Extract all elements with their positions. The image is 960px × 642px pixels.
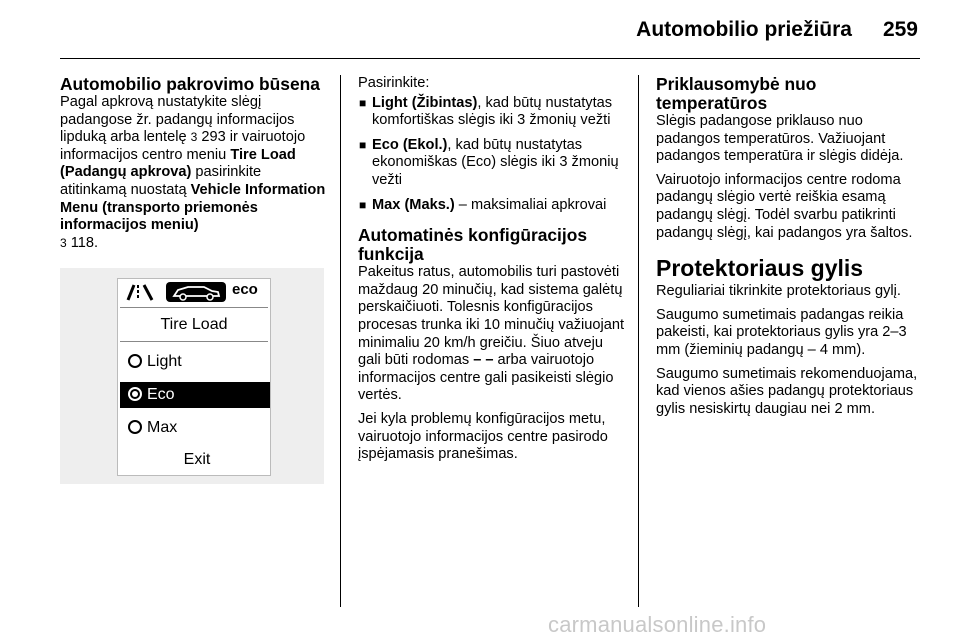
config-problem-paragraph: Jei kyla problemų konfigūracijos metu, vairuotojo informacijos centre pasirodo įspėjamasis pranešimas. bbox=[358, 410, 608, 463]
text-span: arba vairuotojo informacijos centre gali pasikeisti slėgio vertės. bbox=[358, 352, 614, 404]
slash-icon bbox=[128, 285, 134, 300]
list-item bbox=[358, 197, 628, 215]
dash-indicator: – – bbox=[473, 352, 494, 369]
tread-paragraph-1: Reguliariai tikrinkite protektoriaus gylį. bbox=[656, 283, 901, 300]
menu-title: Tire Load bbox=[160, 316, 228, 333]
tread-paragraph-2: Saugumo sumetimais padangas reikia pakeisti, kai protektoriaus gylis yra 2–3 mm (žieminių padangų – 4 mm). bbox=[656, 306, 907, 358]
column-divider-2 bbox=[638, 75, 639, 607]
tire-load-display-figure bbox=[60, 268, 324, 484]
header-divider bbox=[60, 58, 920, 59]
vehicle-load-paragraph bbox=[60, 94, 330, 252]
text-span: Pagal apkrovą nustatykite slėgį padangose žr. padangų informacijos lipduką arba lentelę bbox=[60, 94, 295, 146]
page-ref-arrow-icon: 3 bbox=[190, 130, 198, 145]
backslash-icon bbox=[144, 285, 152, 300]
menu-item-exit[interactable]: Exit bbox=[183, 451, 211, 468]
column-3 bbox=[656, 75, 926, 418]
radio-icon bbox=[128, 354, 142, 368]
warning-icons bbox=[122, 279, 166, 305]
screen-top-bar bbox=[118, 279, 270, 305]
temperature-paragraph-2: Vairuotojo informacijos centre rodoma padangų slėgio vertė reiškia esamą padangų slėgį. Todėl svarbu patikrinti padangų slėgį, kai padangos yra šaltos. bbox=[656, 171, 913, 241]
menu-term-tire-load: Tire Load (Padangų apkrova) bbox=[60, 146, 296, 181]
option-label: Eco (Ekol.) bbox=[372, 136, 448, 153]
screen-divider bbox=[120, 341, 268, 342]
option-label: Max (Maks.) bbox=[372, 196, 455, 213]
tread-paragraph-3: Saugumo sumetimais rekomenduojama, kad vienos ašies padangų protektoriaus gylis nesiskirtų daugiau nei 2 mm. bbox=[656, 365, 918, 417]
screen-divider bbox=[120, 307, 268, 308]
list-item bbox=[358, 95, 628, 130]
column-1 bbox=[60, 75, 330, 252]
watermark: carmanualsonline.info bbox=[548, 612, 767, 637]
menu-item-max[interactable] bbox=[120, 415, 270, 441]
driver-info-screen bbox=[117, 278, 271, 476]
options-intro: Pasirinkite: bbox=[358, 75, 430, 91]
car-icon bbox=[166, 282, 226, 302]
auto-config-paragraph bbox=[358, 264, 628, 405]
list-item bbox=[358, 137, 628, 190]
menu-item-eco[interactable] bbox=[120, 382, 270, 408]
car-icon-box bbox=[166, 282, 226, 302]
menu-item-label: Light bbox=[147, 353, 182, 370]
text-span: 118. bbox=[66, 234, 99, 251]
menu-item-label: Max bbox=[147, 419, 178, 436]
menu-item-label: Eco bbox=[147, 386, 175, 403]
menu-item-light[interactable] bbox=[120, 349, 270, 375]
bullet-icon: ■ bbox=[359, 197, 367, 212]
page-number: 259 bbox=[882, 18, 918, 41]
radio-icon bbox=[128, 420, 142, 434]
text-span: 293 ir vairuotojo informacijos centro meniu bbox=[60, 129, 306, 163]
section-heading-auto-config: Automatinės konfigūracijos funkcija bbox=[358, 225, 588, 265]
temperature-paragraph-1: Slėgis padangose priklauso nuo padangos temperatūros. Važiuojant padangos temperatūra ir slėgis didėja. bbox=[656, 113, 904, 165]
option-text: , kad būtų nustatytas ekonomiškas (Eco) slėgis iki 3 žmonių vežti bbox=[372, 136, 619, 188]
bullet-icon: ■ bbox=[359, 137, 367, 152]
text-span: pasirinkite atitinkamą nuostatą bbox=[60, 164, 262, 198]
column-2 bbox=[358, 75, 628, 464]
section-heading-tread-depth: Protektoriaus gylis bbox=[656, 255, 864, 282]
page-header-title: Automobilio priežiūra bbox=[636, 18, 852, 41]
option-text: – maksimaliai apkrovai bbox=[454, 196, 607, 213]
page-ref-arrow-icon: 3 bbox=[60, 235, 67, 250]
column-divider-1 bbox=[340, 75, 341, 607]
eco-indicator: eco bbox=[232, 281, 258, 298]
options-list bbox=[358, 95, 628, 215]
option-text: , kad būtų nustatytas komfortiškas slėgis iki 3 žmonių vežti bbox=[372, 94, 613, 129]
text-span: Pakeitus ratus, automobilis turi pastovėti maždaug 20 minučių, kad sistema galėtų perskaičiuoti. Tolesnis konfigūracijos procesas trunka iki 10 minučių važiuojant minimaliu 20 km/h greičiu. Šiuo atveju gali būti rodomas bbox=[358, 264, 625, 369]
radio-selected-icon bbox=[128, 387, 142, 401]
bullet-icon: ■ bbox=[359, 95, 367, 110]
option-label: Light (Žibintas) bbox=[372, 94, 478, 111]
section-heading-temperature: Priklausomybė nuo temperatūros bbox=[656, 74, 817, 113]
menu-term-vehicle-information: Vehicle Information Menu (transporto priemonės informacijos meniu) bbox=[60, 181, 326, 234]
section-heading-vehicle-load: Automobilio pakrovimo būsena bbox=[60, 74, 320, 94]
